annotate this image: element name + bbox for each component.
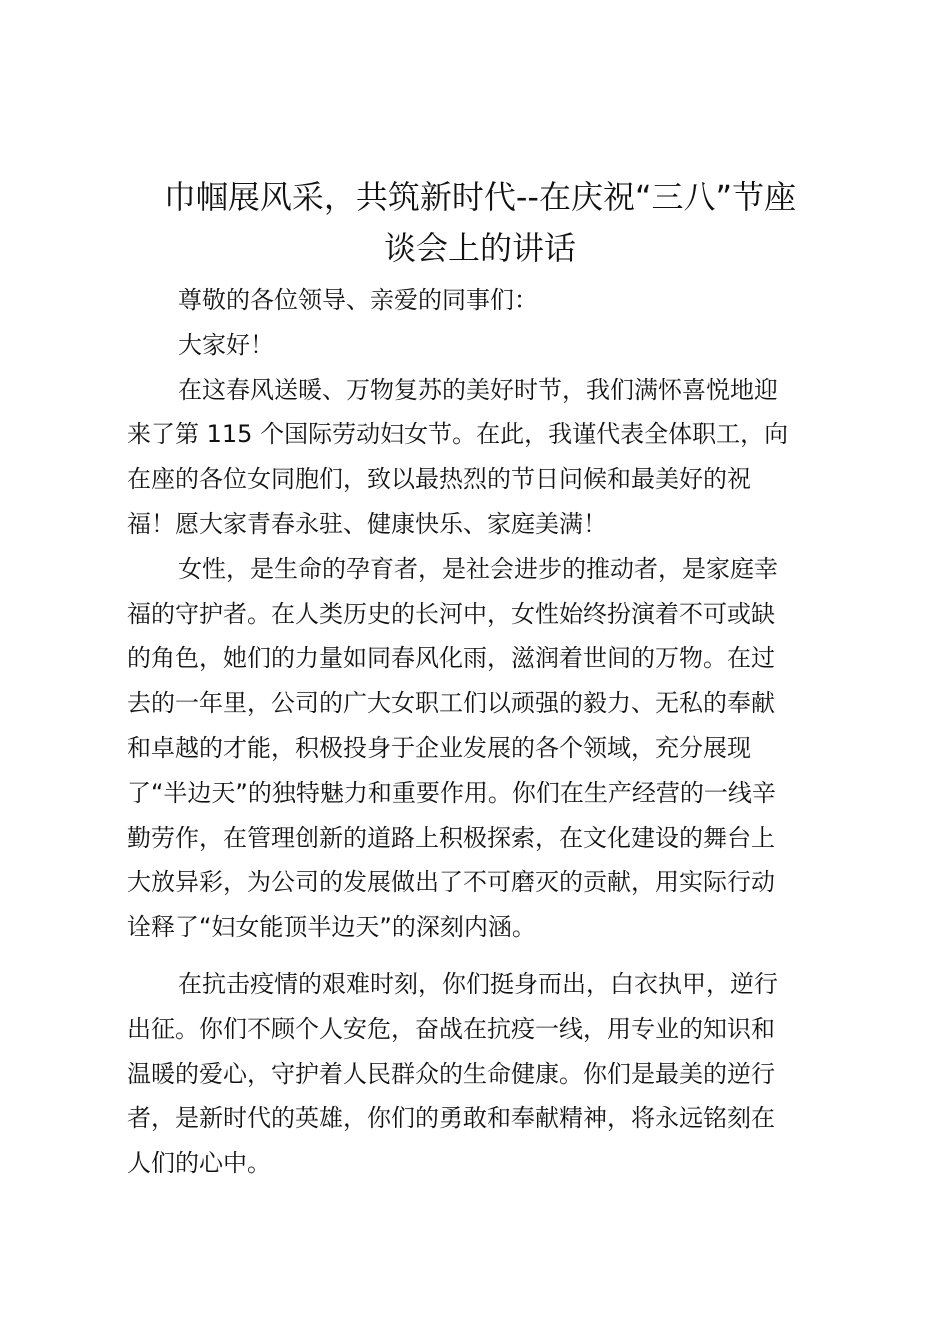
document-body (127, 278, 827, 1186)
paragraph-2 (127, 547, 827, 950)
paragraph-line: 在这春风送暖、万物复苏的美好时节，我们满怀喜悦地迎 (178, 375, 778, 404)
paragraph-line: 出征。你们不顾个人安危，奋战在抗疫一线，用专业的知识和 (127, 1014, 775, 1043)
paragraph-line: 人们的心中。 (127, 1149, 271, 1178)
paragraph-line: 诠释了“妇女能顶半边天”的深刻内涵。 (127, 913, 536, 942)
paragraph-line: 在抗击疫情的艰难时刻，你们挺身而出，白衣执甲，逆行 (178, 969, 778, 998)
title-line: 谈会上的讲话 (383, 229, 576, 267)
paragraph-line: 勤劳作，在管理创新的道路上积极探索，在文化建设的舞台上 (127, 823, 775, 852)
paragraph-line: 了“半边天”的独特魅力和重要作用。你们在生产经营的一线辛 (127, 778, 776, 807)
paragraph-spacer (127, 950, 827, 962)
paragraph-line: 的角色，她们的力量如同春风化雨，滋润着世间的万物。在过 (127, 644, 775, 673)
paragraph-line: 在座的各位女同胞们，致以最热烈的节日问候和最美好的祝 (127, 465, 751, 494)
title-line: 巾帼展风采，共筑新时代--在庆祝“三八”节座 (163, 178, 797, 216)
salutation: 尊敬的各位领导、亲爱的同事们： (178, 286, 538, 314)
paragraph-3 (127, 962, 827, 1186)
paragraph-line: 来了第 115 个国际劳动妇女节。在此，我谨代表全体职工，向 (127, 420, 789, 449)
paragraph-1 (127, 368, 827, 547)
paragraph-line: 者，是新时代的英雄，你们的勇敢和奉献精神，将永远铭刻在 (127, 1104, 775, 1133)
paragraph-line: 福的守护者。在人类历史的长河中，女性始终扮演着不可或缺 (127, 599, 775, 628)
greeting: 大家好！ (178, 330, 274, 359)
paragraph-line: 和卓越的才能，积极投身于企业发展的各个领域，充分展现 (127, 733, 751, 762)
paragraph-line: 大放异彩，为公司的发展做出了不可磨灭的贡献，用实际行动 (127, 868, 775, 897)
paragraph-line: 去的一年里，公司的广大女职工们以顽强的毅力、无私的奉献 (127, 689, 775, 718)
paragraph-line: 女性，是生命的孕育者，是社会进步的推动者，是家庭幸 (178, 554, 778, 583)
paragraph-line: 福！愿大家青春永驻、健康快乐、家庭美满！ (127, 509, 607, 538)
document-title (110, 172, 850, 274)
paragraph-line: 温暖的爱心，守护着人民群众的生命健康。你们是最美的逆行 (127, 1059, 775, 1088)
